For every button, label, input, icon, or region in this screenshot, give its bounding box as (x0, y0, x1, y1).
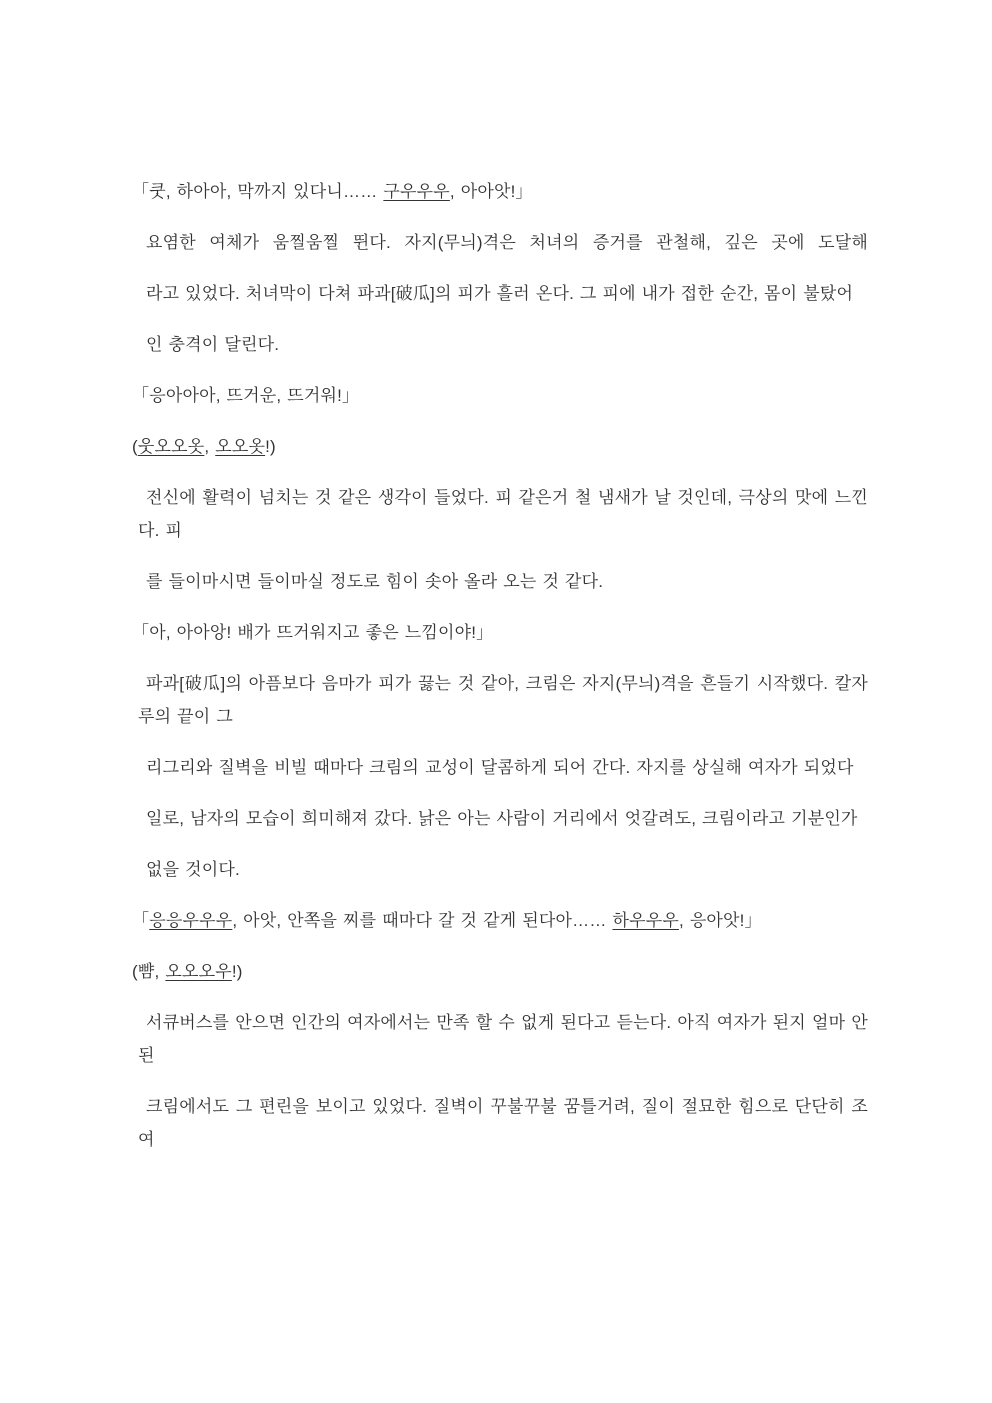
text-run: 「응아아아, 뜨거운, 뜨거워!」 (132, 386, 360, 405)
text-run: 를 들이마시면 들이마실 정도로 힘이 솟아 올라 오는 것 같다. (146, 572, 604, 591)
text-run: (뺨, (132, 962, 166, 981)
text-run: , 응아앗!」 (678, 911, 762, 930)
text-run: , 아앗, 안쪽을 찌를 때마다 갈 것 같게 된다아…… (232, 911, 613, 930)
text-run: 없을 것이다. (146, 860, 240, 879)
body-paragraph (138, 751, 868, 784)
dialogue-paragraph (132, 430, 868, 463)
text-run: ( (132, 437, 138, 456)
body-paragraph (138, 226, 868, 259)
dialogue-paragraph (132, 379, 868, 412)
body-paragraph (138, 565, 868, 598)
text-run: 리그리와 질벽을 비빌 때마다 크림의 교성이 달콤하게 되어 간다. 자지를 상실해 여자가 되었다 (146, 758, 854, 777)
body-paragraph (138, 1090, 868, 1156)
body-paragraph (138, 328, 868, 361)
body-paragraph (138, 1006, 868, 1072)
text-run: 전신에 활력이 넘치는 것 같은 생각이 들었다. 피 같은거 철 냄새가 날 것인데, 극상의 맛에 느낀다. 피 (138, 488, 868, 540)
text-run: 인 충격이 달린다. (146, 335, 280, 354)
text-run: 요염한 여체가 움찔움찔 뛴다. 자지(무늬)격은 처녀의 증거를 관철해, 깊은 곳에 도달해 (146, 233, 868, 252)
text-run: 서큐버스를 안으면 인간의 여자에서는 만족 할 수 없게 된다고 듣는다. 아직 여자가 된지 얼마 안된 (138, 1013, 868, 1065)
dialogue-paragraph (132, 616, 868, 649)
underlined-text-run: 웃오오옷 (137, 437, 205, 456)
text-run: 일로, 남자의 모습이 희미해져 갔다. 낡은 아는 사람이 거리에서 엇갈려도, 크림이라고 기분인가 (146, 809, 858, 828)
text-run: 「아, 아아앙! 배가 뜨거워지고 좋은 느낌이야!」 (132, 623, 494, 642)
text-run: 라고 있었다. 처녀막이 다쳐 파과[破瓜]의 피가 흘러 온다. 그 피에 내가 접한 순간, 몸이 불탔어 (146, 284, 854, 303)
body-paragraph (138, 802, 868, 835)
text-run: !) (231, 962, 243, 981)
underlined-text-run: 응응우우우 (149, 911, 233, 930)
body-paragraph (138, 853, 868, 886)
dialogue-paragraph (132, 904, 868, 937)
body-paragraph (138, 481, 868, 547)
text-run: 「 (132, 911, 150, 930)
text-run: , 아아앗!」 (449, 182, 533, 201)
body-paragraph (138, 667, 868, 733)
dialogue-paragraph (132, 955, 868, 988)
text-run: !) (265, 437, 276, 456)
text-run: 「쿳, 하아아, 막까지 있다니…… (132, 182, 384, 201)
body-paragraph (138, 277, 868, 310)
underlined-text-run: 구우우우 (383, 182, 450, 201)
text-run: 크림에서도 그 편린을 보이고 있었다. 질벽이 꾸불꾸불 꿈틀거려, 질이 절묘한 힘으로 단단히 조여 (138, 1097, 868, 1149)
text-run: , (204, 437, 216, 456)
text-run: 파과[破瓜]의 아픔보다 음마가 피가 끓는 것 같아, 크림은 자지(무늬)격을 흔들기 시작했다. 칼자루의 끝이 그 (138, 674, 868, 726)
underlined-text-run: 하우우우 (612, 911, 679, 930)
dialogue-paragraph (132, 175, 868, 208)
underlined-text-run: 오오오우 (165, 962, 232, 981)
underlined-text-run: 오오옷 (215, 437, 266, 456)
